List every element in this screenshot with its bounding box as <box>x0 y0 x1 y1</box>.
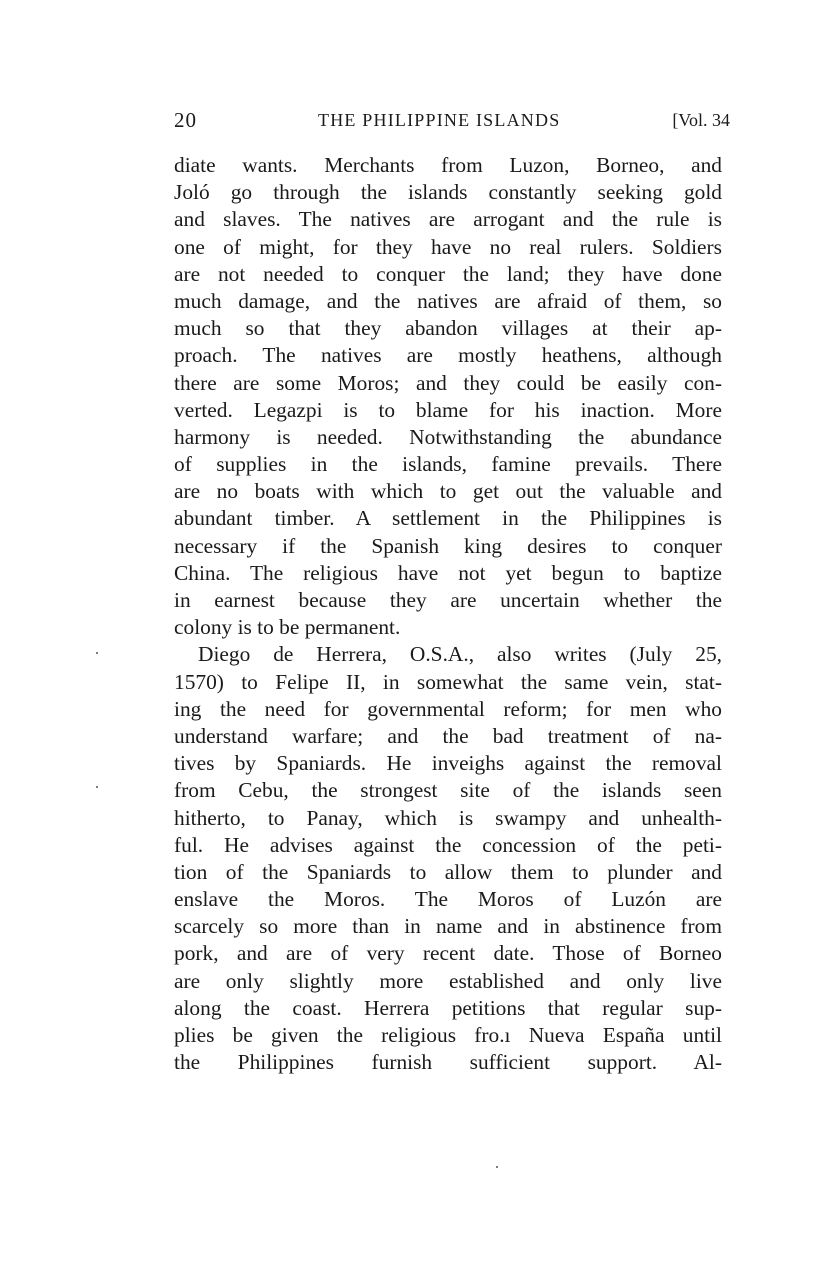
text-line: much damage, and the natives are afraid of them, so <box>174 288 722 313</box>
text-line: hitherto, to Panay, which is swampy and unhealth- <box>174 805 722 830</box>
text-line: ful. He advises against the concession of the peti- <box>174 832 722 857</box>
text-line: Diego de Herrera, O.S.A., also writes (July 25, <box>198 642 722 667</box>
text-line: Joló go through the islands constantly seeking gold <box>174 180 722 205</box>
text-line: the Philippines furnish sufficient support. Al- <box>174 1050 722 1075</box>
text-line: plies be given the religious fro.ı Nueva España until <box>174 1023 722 1047</box>
scan-speck <box>96 786 98 788</box>
text-line: pork, and are of very recent date. Those of Borneo <box>174 941 722 966</box>
text-line: scarcely so more than in name and in abstinence from <box>174 914 722 939</box>
text-line: tion of the Spaniards to allow them to plunder and <box>174 859 722 884</box>
text-line: are no boats with which to get out the valuable and <box>174 479 722 504</box>
text-line: China. The religious have not yet begun to baptize <box>174 560 722 585</box>
text-line: of supplies in the islands, famine prevails. There <box>174 452 722 477</box>
text-line: enslave the Moros. The Moros of Luzón are <box>174 887 722 912</box>
running-head: THE PHILIPPINE ISLANDS <box>318 110 561 130</box>
text-line: are not needed to conquer the land; they have done <box>174 261 722 286</box>
volume-label: [Vol. 34 <box>672 110 730 130</box>
text-line: much so that they abandon villages at their ap- <box>174 316 722 341</box>
body-text <box>174 152 722 1076</box>
text-line: along the coast. Herrera petitions that regular sup- <box>174 995 722 1020</box>
text-line: in earnest because they are uncertain whether the <box>174 588 722 612</box>
text-line: proach. The natives are mostly heathens, although <box>174 343 722 368</box>
text-line: colony is to be permanent. <box>174 615 401 640</box>
text-line: are only slightly more established and only live <box>174 968 722 993</box>
text-line: one of might, for they have no real rulers. Soldiers <box>174 234 722 259</box>
text-line: from Cebu, the strongest site of the islands seen <box>174 778 722 803</box>
page-header <box>174 108 730 138</box>
text-line: and slaves. The natives are arrogant and the rule is <box>174 207 722 232</box>
text-line: there are some Moros; and they could be easily con- <box>174 370 722 395</box>
text-line: diate wants. Merchants from Luzon, Borneo, and <box>174 153 722 177</box>
text-line: abundant timber. A settlement in the Philippines is <box>174 506 722 531</box>
paragraph-2 <box>174 641 722 1076</box>
text-line: understand warfare; and the bad treatment of na- <box>174 723 722 748</box>
text-line: ing the need for governmental reform; for men who <box>174 696 722 721</box>
text-line: necessary if the Spanish king desires to conquer <box>174 533 722 558</box>
paragraph-1 <box>174 152 722 641</box>
text-line: 1570) to Felipe II, in somewhat the same vein, stat- <box>174 669 722 694</box>
scan-speck <box>96 652 98 654</box>
text-line: tives by Spaniards. He inveighs against the removal <box>174 751 722 776</box>
text-line: verted. Legazpi is to blame for his inaction. More <box>174 397 722 422</box>
page-number: 20 <box>174 108 197 132</box>
scan-speck <box>496 1166 498 1168</box>
text-line: harmony is needed. Notwithstanding the abundance <box>174 424 722 449</box>
